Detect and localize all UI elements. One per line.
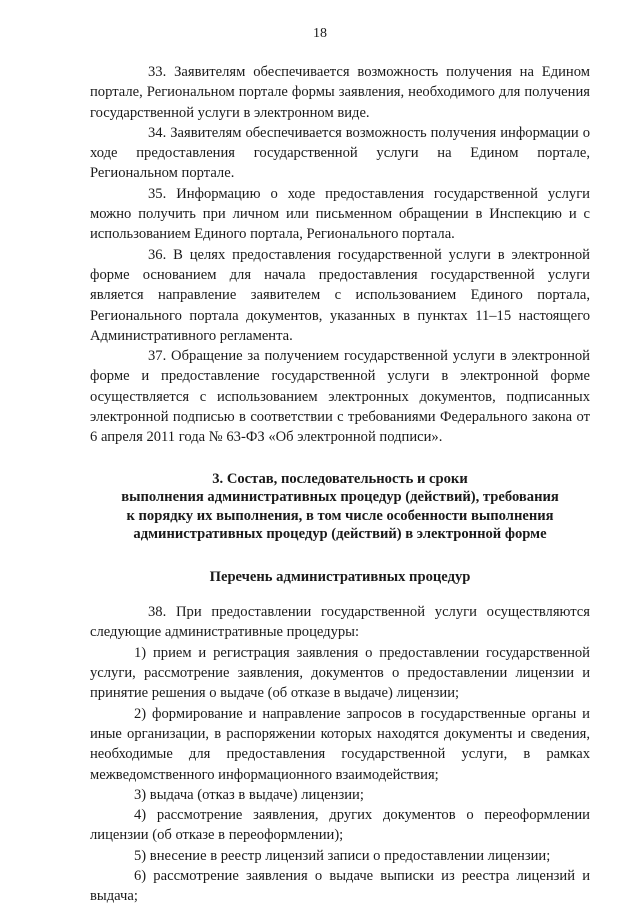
paragraph-34: 34. Заявителям обеспечивается возможность получения информации о ходе предоставления государственной услуги на Едином портале, Региональном портале. — [90, 124, 590, 182]
procedure-item: 2) формирование и направление запросов в государственные органы и иные организации, в распоряжении которых находятся документы и сведения, необходимые для предоставления государственной услуги, в рамках межведомственного информационного взаимодействия; — [90, 705, 590, 783]
section-heading-line: выполнения административных процедур (действий), требования — [121, 489, 559, 506]
paragraph-37: 37. Обращение за получением государственной услуги в электронной форме и предоставление государственной услуги в электронной форме осуществляется с использованием электронных документов, подписанных электронной подписью в соответствии с требованиями Федерального закона от 6 апреля 2011 года № 63-ФЗ «Об электронной подписи». — [90, 348, 590, 446]
section-heading-line: к порядку их выполнения, в том числе особенности выполнения — [126, 507, 554, 524]
paragraph-38: 38. При предоставлении государственной услуги осуществляются следующие административные процедуры: — [90, 604, 590, 641]
section-heading-line: 3. Состав, последовательность и сроки — [212, 470, 468, 487]
subheading: Перечень административных процедур — [209, 568, 471, 585]
document-body — [90, 62, 590, 907]
paragraph-36: 36. В целях предоставления государственной услуги в электронной форме основанием для начала предоставления государственной услуги является направление заявителем с использованием Единого портала, Регионального портала документов, указанных в пунктах 11–15 настоящего Административного регламента. — [90, 246, 590, 344]
procedure-item: 5) внесение в реестр лицензий записи о предоставлении лицензии; — [134, 847, 551, 864]
paragraph-33: 33. Заявителям обеспечивается возможность получения на Едином портале, Региональном портале формы заявления, необходимого для получения государственной услуги в электронном виде. — [90, 64, 590, 121]
procedure-item: 3) выдача (отказ в выдаче) лицензии; — [134, 786, 364, 803]
page-number: 18 — [313, 26, 327, 41]
section-heading-line: административных процедур (действий) в электронной форме — [133, 526, 547, 543]
procedure-item: 4) рассмотрение заявления, других документов о переоформлении лицензии (об отказе в переоформлении); — [90, 807, 590, 844]
procedure-item: 1) прием и регистрация заявления о предоставлении государственной услуги, рассмотрение заявления, документов о предоставлении лицензии и принятие решения о выдаче (об отказе в выдаче) лицензии; — [90, 644, 590, 702]
section-heading — [90, 470, 590, 544]
procedure-item: 6) рассмотрение заявления о выдаче выписки из реестра лицензий и выдача; — [90, 868, 590, 905]
paragraph-35: 35. Информацию о ходе предоставления государственной услуги можно получить при личном или письменном обращении в Инспекцию и с использованием Единого портала, Регионального портала. — [90, 185, 590, 243]
